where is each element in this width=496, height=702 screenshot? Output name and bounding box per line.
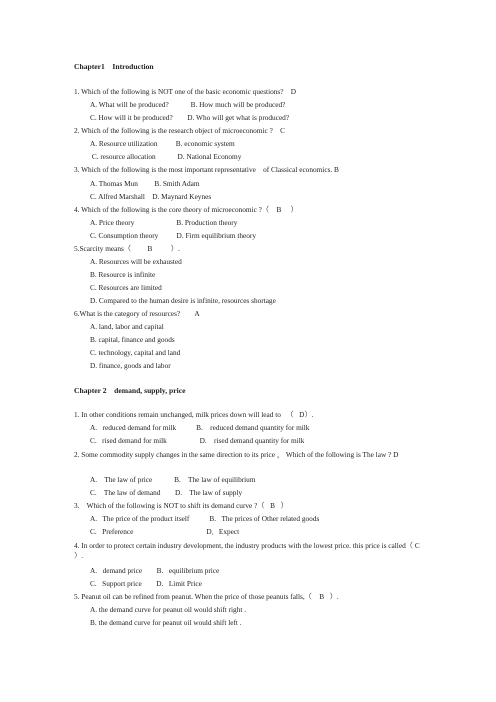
question-line: 2. Which of the following is the research object of microeconomic ? C <box>74 126 286 135</box>
option-line: C. Preference D．Expect <box>90 527 240 536</box>
question-line: 5.Scarcity means（ B ）. <box>74 244 180 253</box>
question-line: 4. Which of the following is the core theory of microeconomic ?（ B ） <box>74 205 298 214</box>
option-line: A. Resource utilization B. economic system <box>90 139 235 148</box>
option-line: A. reduced demand for milk B. reduced demand quantity for milk <box>90 423 310 432</box>
question-line: 5. Peanut oil can be refined from peanut. When the price of those peanuts falls,（ B ）. <box>74 592 339 601</box>
option-line: A. demand price B. equilibrium price <box>90 566 220 575</box>
option-line: D. Compared to the human desire is infinite, resources shortage <box>90 296 276 305</box>
question-line: 6.What is the category of resources? A <box>74 309 200 318</box>
question-line: 3. Which of the following is NOT to shift its demand curve ?（ B ） <box>74 501 288 510</box>
option-line: C. resource allocation D. National Economy <box>90 152 242 161</box>
option-line: A. The law of price B. The law of equilibrium <box>90 475 256 484</box>
option-line: D. finance, goods and labor <box>90 361 171 370</box>
question-line: 4. In order to protect certain industry development, the industry products with the lowest price. this price is called（ C ）. <box>74 541 420 560</box>
option-line: A. Resources will be exhausted <box>90 257 182 266</box>
option-line: A. The price of the product itself B. The prices of Other related goods <box>90 514 320 523</box>
question-line: 2. Some commodity supply changes in the same direction to its price ， Which of the following is The law ? D <box>74 450 399 459</box>
option-line: A. Thomas Mun B. Smith Adam <box>90 179 200 188</box>
chapter1-title: Chapter1 Introduction <box>74 62 154 71</box>
option-line: A. land, labor and capital <box>90 322 164 331</box>
option-line: C. How will it be produced? D. Who will get what is produced? <box>90 113 290 122</box>
question-line: 3. Which of the following is the most important representative of Classical economics. B <box>74 165 339 174</box>
option-line: C. technology, capital and land <box>90 348 181 357</box>
option-line: A. the demand curve for peanut oil would shift right . <box>90 605 247 614</box>
question-line: 1. Which of the following is NOT one of the basic economic questions? D <box>74 87 297 96</box>
option-line: C. Consumption theory D. Firm equilibrium theory <box>90 231 256 240</box>
option-line: B. capital, finance and goods <box>90 335 175 344</box>
option-line: B. Resource is infinite <box>90 270 156 279</box>
option-line: C. Support price D. Limit Price <box>90 579 202 588</box>
option-line: B. the demand curve for peanut oil would shift left . <box>90 618 242 627</box>
option-line: C. Resources are limited <box>90 283 162 292</box>
chapter2-title: Chapter 2 demand, supply, price <box>74 386 186 395</box>
option-line: A. What will be produced? B. How much will be produced? <box>90 100 286 109</box>
option-line: C. Alfred Marshall D. Maynard Keynes <box>90 192 212 201</box>
question-line: 1. In other conditions remain unchanged, milk prices down will lead to （ D）. <box>74 410 314 419</box>
option-line: A. Price theory B. Production theory <box>90 218 238 227</box>
option-line: C. rised demand for milk D. rised demand quantity for milk <box>90 436 305 445</box>
option-line: C. The law of demand D. The law of supply <box>90 488 243 497</box>
